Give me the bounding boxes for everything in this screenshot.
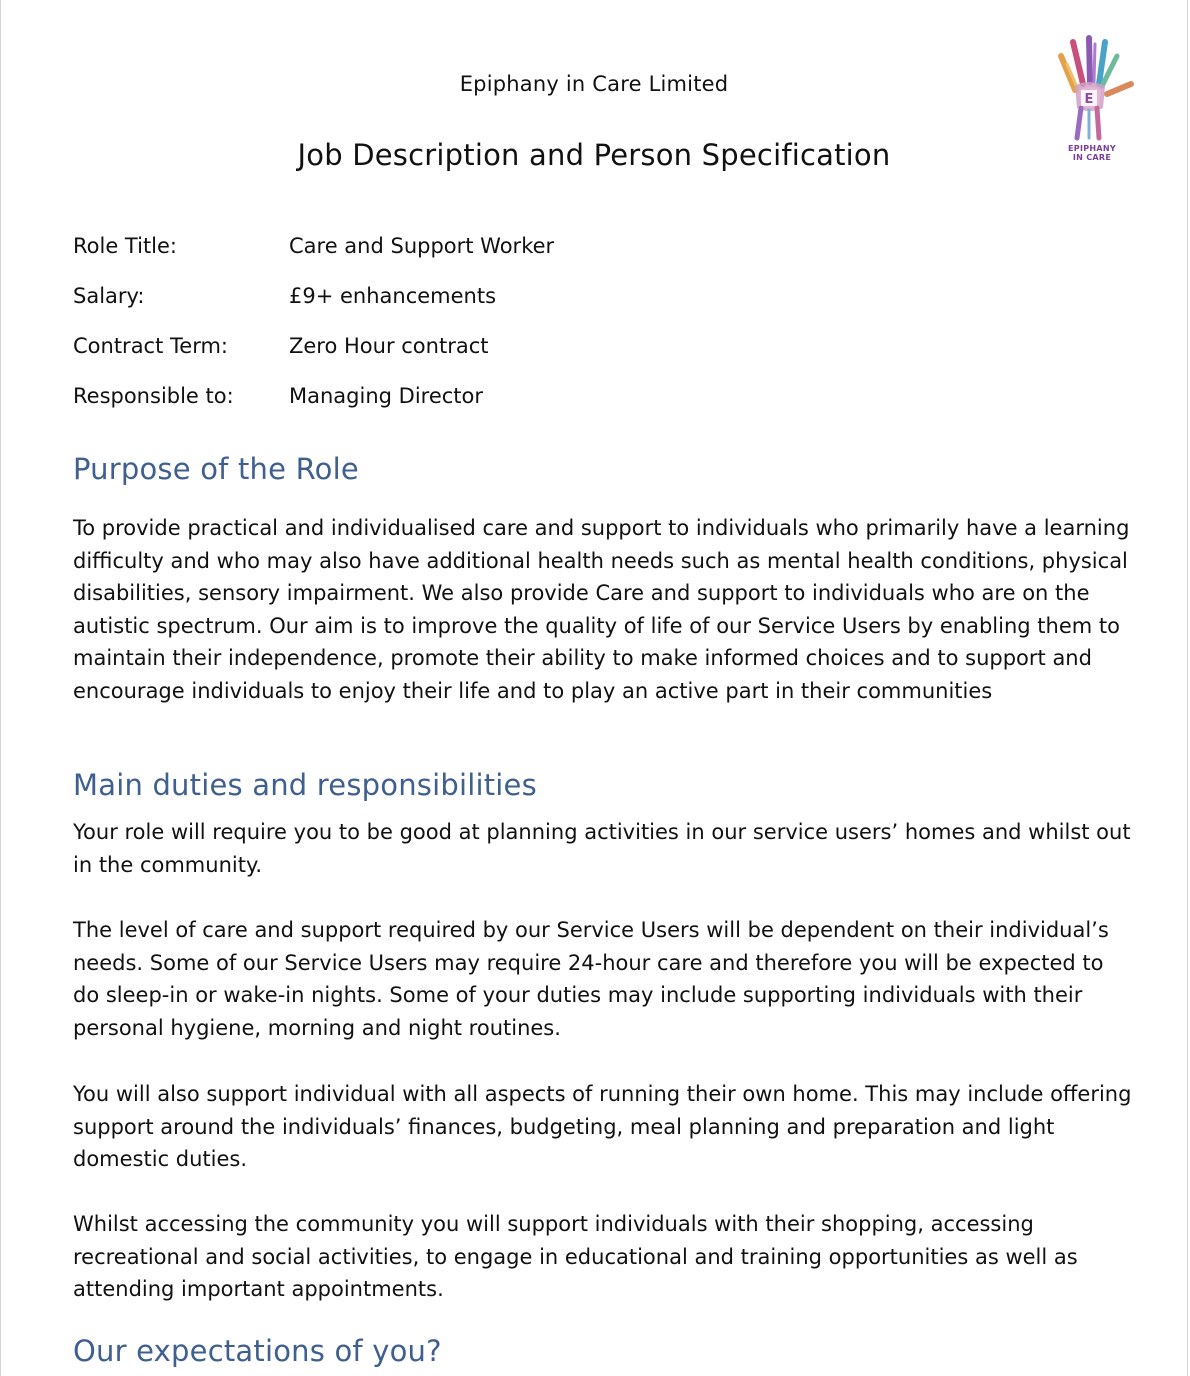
logo-text-line1: EPIPHANY	[1068, 144, 1116, 153]
detail-value: Care and Support Worker	[289, 234, 555, 258]
role-details	[73, 229, 554, 429]
logo-letter: E	[1084, 92, 1094, 107]
detail-label: Responsible to:	[73, 384, 234, 408]
duties-paragraph-2: The level of care and support required by our Service Users will be dependent on their individual’s needs. Some of our Service Users may require 24-hour care and therefore you will be expected to do sleep-in or wake-in nights. Some of your duties may include supporting individuals with their personal hygiene, morning and night routines.	[73, 918, 1109, 1040]
detail-value: £9+ enhancements	[289, 284, 497, 308]
detail-label: Role Title:	[73, 234, 178, 258]
detail-row-salary	[73, 279, 554, 329]
company-name: Epiphany in Care Limited	[459, 72, 729, 96]
company-logo	[1047, 34, 1137, 164]
expectations-heading: Our expectations of you?	[73, 1334, 442, 1368]
duties-paragraph-4: Whilst accessing the community you will support individuals with their shopping, accessing recreational and social activities, to engage in educational and training opportunities as well as attending important appointments.	[73, 1212, 1078, 1301]
purpose-heading: Purpose of the Role	[73, 452, 359, 486]
detail-value: Managing Director	[289, 384, 484, 408]
detail-label: Contract Term:	[73, 334, 228, 358]
duties-heading: Main duties and responsibilities	[73, 768, 537, 802]
detail-row-contract-term	[73, 329, 554, 379]
detail-value: Zero Hour contract	[289, 334, 489, 358]
duties-paragraph-3: You will also support individual with all aspects of running their own home. This may include offering support around the individuals’ finances, budgeting, meal planning and preparation and light domestic duties.	[73, 1082, 1132, 1171]
purpose-paragraph: To provide practical and individualised care and support to individuals who primarily have a learning difficulty and who may also have additional health needs such as mental health conditions, physical disabilities, sensory impairment. We also provide Care and support to individuals who are on the autistic spectrum. Our aim is to improve the quality of life of our Service Users by enabling them to maintain their independence, promote their ability to make informed choices and to support and encourage individuals to enjoy their life and to play an active part in their communities	[73, 516, 1130, 703]
detail-row-responsible-to	[73, 379, 554, 429]
hand-logo-icon	[1047, 34, 1137, 144]
logo-wordmark	[1047, 144, 1137, 162]
detail-row-role-title	[73, 229, 554, 279]
document-title: Job Description and Person Specification	[297, 138, 891, 172]
logo-text-line2: IN CARE	[1072, 153, 1112, 162]
duties-paragraph-1: Your role will require you to be good at planning activities in our service users’ homes and whilst out in the community.	[73, 820, 1131, 877]
detail-label: Salary:	[73, 284, 145, 308]
